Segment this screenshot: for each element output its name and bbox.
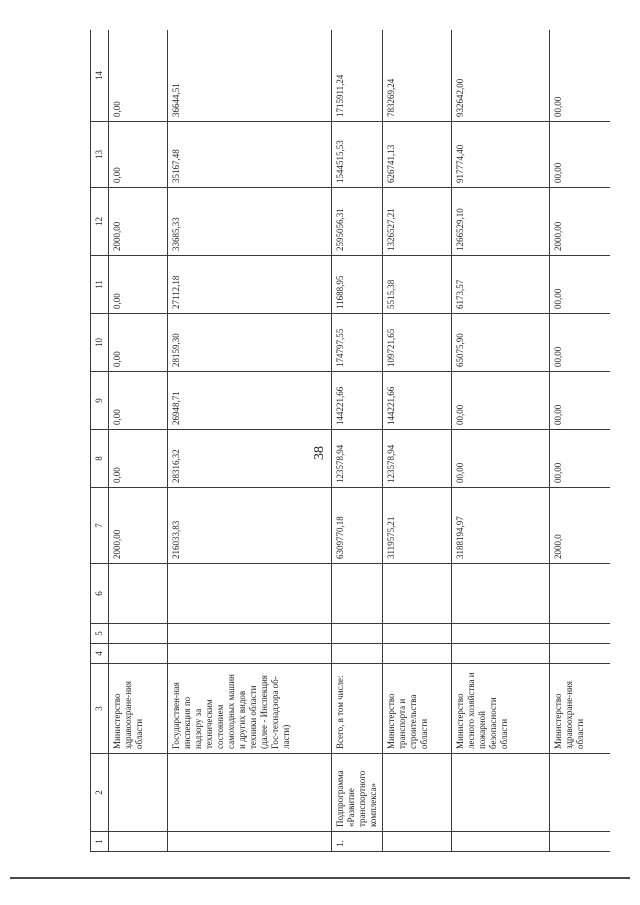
cell (383, 644, 452, 664)
cell (109, 832, 168, 852)
header-row (91, 30, 109, 852)
table-row (452, 30, 550, 852)
cell-value: 00,00 (550, 430, 611, 488)
column-header: 5 (91, 624, 109, 644)
cell-value: 00,00 (550, 30, 611, 122)
column-header: 9 (91, 372, 109, 430)
cell-value: 6309770,18 (332, 488, 383, 564)
cell-value: 11688,95 (332, 256, 383, 314)
cell-agency: Министерство здравоохране-ния области (109, 664, 168, 754)
column-header: 12 (91, 188, 109, 256)
cell-index: 1. (332, 832, 383, 852)
column-header: 7 (91, 488, 109, 564)
cell (168, 832, 332, 852)
column-header: 6 (91, 564, 109, 624)
cell-value: 0,00 (109, 256, 168, 314)
cell (550, 624, 611, 644)
cell-value: 1266529,10 (452, 188, 550, 256)
column-header: 2 (91, 754, 109, 832)
table-row (332, 30, 383, 852)
cell-value: 00,00 (550, 256, 611, 314)
cell (109, 624, 168, 644)
cell-value: 783269,24 (383, 30, 452, 122)
cell (332, 564, 383, 624)
cell (383, 754, 452, 832)
cell-agency: Министерство лесного хозяйства и пожарной безопасности области (452, 664, 550, 754)
cell (452, 644, 550, 664)
cell (452, 754, 550, 832)
cell-value: 174797,55 (332, 314, 383, 372)
table-row (383, 30, 452, 852)
cell-value: 00,00 (452, 430, 550, 488)
cell-value: 2000,00 (109, 488, 168, 564)
column-header: 4 (91, 644, 109, 664)
cell-agency: Государствен-ная инспекция по надзору за техническим состоянием самоходных машин и других видов техники области (далее - Инспекция Гос-технадзора об-ласти) (168, 664, 332, 754)
column-header: 3 (91, 664, 109, 754)
cell-value: 28159,30 (168, 314, 332, 372)
cell-value: 2000,00 (550, 188, 611, 256)
cell-value: 65075,90 (452, 314, 550, 372)
cell-value: 123578,94 (332, 430, 383, 488)
cell-value: 00,00 (550, 122, 611, 188)
cell (332, 624, 383, 644)
cell (332, 644, 383, 664)
cell-value: 1326527,21 (383, 188, 452, 256)
cell-value: 0,00 (109, 30, 168, 122)
cell (109, 644, 168, 664)
cell (550, 644, 611, 664)
cell (550, 832, 611, 852)
cell-value: 33685,33 (168, 188, 332, 256)
cell (383, 832, 452, 852)
cell-value: 109721,65 (383, 314, 452, 372)
column-header: 8 (91, 430, 109, 488)
column-header: 14 (91, 30, 109, 122)
cell-agency: Министерство здравоохране-ния области (550, 664, 611, 754)
cell (383, 564, 452, 624)
cell-value: 3188194,97 (452, 488, 550, 564)
cell-value: 123578,94 (383, 430, 452, 488)
rotated-page-content (90, 30, 610, 852)
cell-value: 5515,38 (383, 256, 452, 314)
cell-value: 2000,0 (550, 488, 611, 564)
cell-value: 6173,57 (452, 256, 550, 314)
cell (550, 754, 611, 832)
cell (452, 624, 550, 644)
column-header: 11 (91, 256, 109, 314)
column-header: 13 (91, 122, 109, 188)
cell (550, 564, 611, 624)
scan-edge-line (10, 877, 630, 879)
cell (109, 564, 168, 624)
cell-value: 216033,83 (168, 488, 332, 564)
cell-value: 00,00 (452, 372, 550, 430)
cell (452, 564, 550, 624)
cell-value: 1544515,53 (332, 122, 383, 188)
cell-value: 28316,32 (168, 430, 332, 488)
cell-agency: Всего, в том числе: (332, 664, 383, 754)
cell-value: 0,00 (109, 122, 168, 188)
cell (168, 564, 332, 624)
cell-value: 2000,00 (109, 188, 168, 256)
cell (168, 624, 332, 644)
table-row (168, 30, 332, 852)
budget-table (90, 30, 610, 852)
cell-value: 00,00 (550, 314, 611, 372)
cell-value: 36644,51 (168, 30, 332, 122)
column-header: 1 (91, 832, 109, 852)
cell-value: 26948,71 (168, 372, 332, 430)
cell-value: 626741,13 (383, 122, 452, 188)
table-row (550, 30, 611, 852)
cell-value: 35167,48 (168, 122, 332, 188)
cell-value: 917774,40 (452, 122, 550, 188)
page-number: 38 (312, 446, 327, 460)
cell-value: 932642,00 (452, 30, 550, 122)
cell (168, 644, 332, 664)
cell-value: 0,00 (109, 314, 168, 372)
cell-value: 27112,18 (168, 256, 332, 314)
table-container (90, 30, 610, 852)
column-header: 10 (91, 314, 109, 372)
cell-value: 144221,66 (383, 372, 452, 430)
cell-value: 00,00 (550, 372, 611, 430)
cell-value: 1715911,24 (332, 30, 383, 122)
cell-value: 3119575,21 (383, 488, 452, 564)
cell-value: 2595056,31 (332, 188, 383, 256)
cell (109, 754, 168, 832)
table-row (109, 30, 168, 852)
cell-value: 0,00 (109, 372, 168, 430)
cell (383, 624, 452, 644)
cell-subprogram: Подпрограмма «Развитие транспортного комплекса» (332, 754, 383, 832)
cell-value: 0,00 (109, 430, 168, 488)
cell-value: 144221,66 (332, 372, 383, 430)
cell (452, 832, 550, 852)
cell-agency: Министерство транспорта и строительства области (383, 664, 452, 754)
cell (168, 754, 332, 832)
